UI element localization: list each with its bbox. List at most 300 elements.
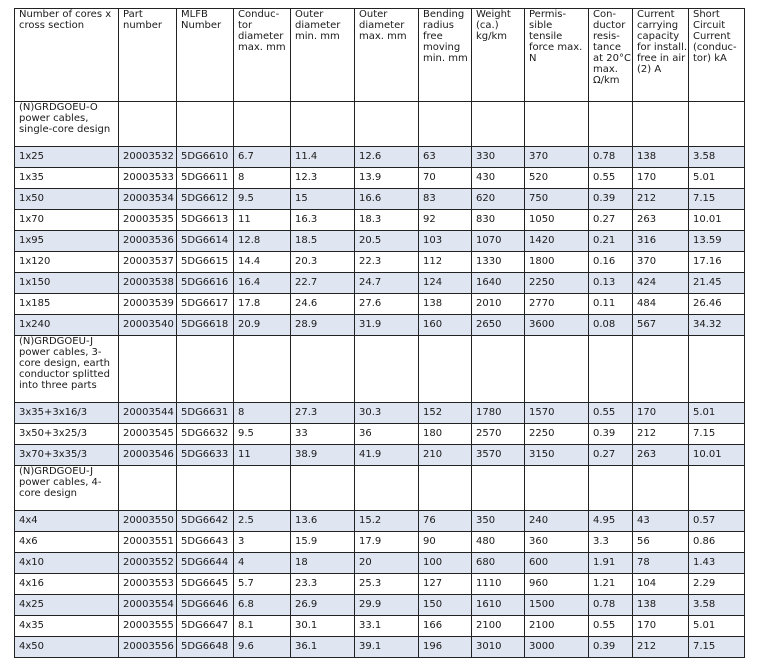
table-cell: 1070 [472,231,525,252]
table-cell: 20003544 [119,403,177,424]
col-outer-diameter-min: Outer diameter min. mm [291,9,355,102]
table-cell: 43 [633,511,689,532]
empty-cell [472,466,525,511]
table-cell: 41.9 [355,445,419,466]
col-conductor-resistance: Con-ductor resis-tance at 20°C max. Ω/km [589,9,633,102]
table-cell: 1x240 [15,315,119,336]
table-cell: 5.01 [689,403,745,424]
table-cell: 750 [525,189,589,210]
table-row [15,424,745,445]
table-cell: 7.15 [689,189,745,210]
table-cell: 3.58 [689,147,745,168]
table-cell: 4x4 [15,511,119,532]
table-row [15,511,745,532]
table-row [15,616,745,637]
table-cell: 2770 [525,294,589,315]
table-cell: 1610 [472,595,525,616]
table-cell: 2250 [525,273,589,294]
table-cell: 1x150 [15,273,119,294]
table-cell: 70 [419,168,472,189]
table-cell: 15 [291,189,355,210]
table-row [15,231,745,252]
table-cell: 104 [633,574,689,595]
empty-cell [525,102,589,147]
table-cell: 20003546 [119,445,177,466]
table-cell: 5DG6631 [177,403,234,424]
table-cell: 170 [633,168,689,189]
empty-cell [291,102,355,147]
table-cell: 0.16 [589,252,633,273]
col-bending-radius: Bending radius free moving min. mm [419,9,472,102]
table-cell: 90 [419,532,472,553]
table-cell: 960 [525,574,589,595]
table-cell: 2650 [472,315,525,336]
table-cell: 263 [633,445,689,466]
table-cell: 124 [419,273,472,294]
table-cell: 20003533 [119,168,177,189]
table-cell: 9.5 [234,424,291,445]
empty-cell [177,336,234,403]
table-cell: 567 [633,315,689,336]
table-cell: 20003551 [119,532,177,553]
empty-cell [689,102,745,147]
table-cell: 1420 [525,231,589,252]
table-cell: 3x70+3x35/3 [15,445,119,466]
table-cell: 16.3 [291,210,355,231]
table-cell: 12.3 [291,168,355,189]
table-cell: 100 [419,553,472,574]
table-cell: 0.39 [589,189,633,210]
table-cell: 2010 [472,294,525,315]
table-cell: 484 [633,294,689,315]
table-cell: 0.39 [589,637,633,658]
table-cell: 0.11 [589,294,633,315]
table-cell: 63 [419,147,472,168]
empty-cell [355,336,419,403]
table-cell: 212 [633,424,689,445]
table-cell: 25.3 [355,574,419,595]
table-cell: 33 [291,424,355,445]
table-cell: 5DG6611 [177,168,234,189]
table-cell: 83 [419,189,472,210]
table-cell: 330 [472,147,525,168]
empty-cell [119,336,177,403]
table-cell: 10.01 [689,210,745,231]
table-cell: 5DG6615 [177,252,234,273]
table-cell: 1x70 [15,210,119,231]
col-cores-cross-section: Number of cores x cross section [15,9,119,102]
col-short-circuit-current: Short Circuit Current (conduc-tor) kA [689,9,745,102]
col-part-number: Part number [119,9,177,102]
table-cell: 0.57 [689,511,745,532]
table-cell: 0.78 [589,595,633,616]
table-cell: 13.9 [355,168,419,189]
table-cell: 15.2 [355,511,419,532]
table-cell: 5DG6643 [177,532,234,553]
table-cell: 2100 [525,616,589,637]
table-cell: 17.9 [355,532,419,553]
empty-cell [177,466,234,511]
table-cell: 360 [525,532,589,553]
table-cell: 430 [472,168,525,189]
table-row [15,637,745,658]
table-cell: 3010 [472,637,525,658]
table-cell: 9.5 [234,189,291,210]
table-cell: 1.91 [589,553,633,574]
table-cell: 20003539 [119,294,177,315]
empty-cell [419,102,472,147]
table-cell: 0.78 [589,147,633,168]
table-cell: 20003555 [119,616,177,637]
table-cell: 1640 [472,273,525,294]
table-cell: 424 [633,273,689,294]
table-cell: 1570 [525,403,589,424]
table-cell: 212 [633,637,689,658]
table-cell: 7.15 [689,637,745,658]
table-cell: 20003540 [119,315,177,336]
table-cell: 21.45 [689,273,745,294]
group-title: (N)GRDGOEU-J power cables, 4-core design [15,466,119,511]
table-cell: 138 [633,595,689,616]
empty-cell [525,466,589,511]
table-cell: 27.3 [291,403,355,424]
table-cell: 5DG6646 [177,595,234,616]
table-cell: 1500 [525,595,589,616]
table-cell: 170 [633,403,689,424]
table-cell: 1x50 [15,189,119,210]
table-cell: 1330 [472,252,525,273]
table-cell: 22.7 [291,273,355,294]
table-cell: 12.8 [234,231,291,252]
table-cell: 370 [633,252,689,273]
table-cell: 4x10 [15,553,119,574]
group-row [15,336,745,403]
table-cell: 78 [633,553,689,574]
table-cell: 112 [419,252,472,273]
table-cell: 1x185 [15,294,119,315]
table-cell: 0.55 [589,403,633,424]
empty-cell [419,336,472,403]
table-cell: 3570 [472,445,525,466]
table-cell: 620 [472,189,525,210]
table-row [15,168,745,189]
table-row [15,445,745,466]
table-cell: 11.4 [291,147,355,168]
table-cell: 4 [234,553,291,574]
table-cell: 20003550 [119,511,177,532]
table-cell: 350 [472,511,525,532]
table-cell: 20003532 [119,147,177,168]
table-cell: 3.58 [689,595,745,616]
table-cell: 30.3 [355,403,419,424]
table-cell: 29.9 [355,595,419,616]
empty-cell [177,102,234,147]
table-cell: 5DG6616 [177,273,234,294]
table-cell: 196 [419,637,472,658]
table-cell: 38.9 [291,445,355,466]
empty-cell [589,466,633,511]
group-title: (N)GRDGOEU-O power cables, single-core design [15,102,119,147]
table-cell: 20003535 [119,210,177,231]
table-cell: 9.6 [234,637,291,658]
table-cell: 20003545 [119,424,177,445]
table-cell: 20003536 [119,231,177,252]
col-current-capacity: Current carrying capacity for install. free in air (2) A [633,9,689,102]
col-mlfb-number: MLFB Number [177,9,234,102]
table-cell: 8 [234,168,291,189]
table-cell: 13.59 [689,231,745,252]
table-cell: 160 [419,315,472,336]
table-cell: 27.6 [355,294,419,315]
table-cell: 22.3 [355,252,419,273]
table-cell: 830 [472,210,525,231]
empty-cell [525,336,589,403]
table-cell: 5DG6648 [177,637,234,658]
col-outer-diameter-max: Outer diameter max. mm [355,9,419,102]
table-cell: 5DG6647 [177,616,234,637]
table-cell: 3x35+3x16/3 [15,403,119,424]
empty-cell [472,336,525,403]
empty-cell [355,466,419,511]
empty-cell [472,102,525,147]
table-row [15,574,745,595]
table-cell: 16.4 [234,273,291,294]
col-tensile-force: Permis-sible tensile force max. N [525,9,589,102]
table-cell: 24.7 [355,273,419,294]
table-cell: 520 [525,168,589,189]
table-cell: 4x25 [15,595,119,616]
table-cell: 16.6 [355,189,419,210]
table-cell: 170 [633,616,689,637]
table-cell: 1x35 [15,168,119,189]
empty-cell [689,466,745,511]
empty-cell [419,466,472,511]
table-cell: 3 [234,532,291,553]
table-cell: 15.9 [291,532,355,553]
table-cell: 23.3 [291,574,355,595]
table-row [15,252,745,273]
table-cell: 240 [525,511,589,532]
col-conductor-diameter: Conduc-tor diameter max. mm [234,9,291,102]
table-cell: 0.21 [589,231,633,252]
table-cell: 316 [633,231,689,252]
table-row [15,189,745,210]
table-cell: 26.46 [689,294,745,315]
table-cell: 0.55 [589,616,633,637]
table-cell: 31.9 [355,315,419,336]
table-row [15,294,745,315]
table-cell: 1.21 [589,574,633,595]
table-cell: 150 [419,595,472,616]
table-cell: 26.9 [291,595,355,616]
empty-cell [119,102,177,147]
table-cell: 12.6 [355,147,419,168]
empty-cell [589,102,633,147]
table-cell: 18.3 [355,210,419,231]
table-cell: 1780 [472,403,525,424]
table-cell: 5DG6613 [177,210,234,231]
table-cell: 92 [419,210,472,231]
table-cell: 2.29 [689,574,745,595]
table-cell: 1050 [525,210,589,231]
table-cell: 0.27 [589,445,633,466]
cable-spec-table [14,8,745,658]
table-cell: 36 [355,424,419,445]
table-cell: 24.6 [291,294,355,315]
empty-cell [689,336,745,403]
table-cell: 20.5 [355,231,419,252]
table-cell: 1x25 [15,147,119,168]
empty-cell [234,102,291,147]
table-cell: 20003552 [119,553,177,574]
table-cell: 138 [419,294,472,315]
table-cell: 8.1 [234,616,291,637]
table-cell: 17.8 [234,294,291,315]
table-cell: 0.27 [589,210,633,231]
empty-cell [633,336,689,403]
table-row [15,553,745,574]
table-cell: 2100 [472,616,525,637]
empty-cell [291,336,355,403]
table-cell: 680 [472,553,525,574]
table-cell: 2570 [472,424,525,445]
table-cell: 5DG6645 [177,574,234,595]
table-cell: 20.3 [291,252,355,273]
group-row [15,466,745,511]
table-body [15,102,745,658]
table-cell: 0.55 [589,168,633,189]
table-row [15,403,745,424]
table-cell: 2.5 [234,511,291,532]
table-cell: 4x6 [15,532,119,553]
empty-cell [633,466,689,511]
table-row [15,532,745,553]
table-cell: 3000 [525,637,589,658]
table-cell: 5DG6618 [177,315,234,336]
table-cell: 33.1 [355,616,419,637]
table-row [15,273,745,294]
table-cell: 103 [419,231,472,252]
table-cell: 3150 [525,445,589,466]
table-cell: 180 [419,424,472,445]
empty-cell [589,336,633,403]
table-cell: 4x35 [15,616,119,637]
table-row [15,595,745,616]
table-cell: 14.4 [234,252,291,273]
table-cell: 20003554 [119,595,177,616]
table-cell: 5.01 [689,616,745,637]
table-cell: 20003534 [119,189,177,210]
table-cell: 5.7 [234,574,291,595]
table-cell: 13.6 [291,511,355,532]
table-cell: 0.13 [589,273,633,294]
group-title: (N)GRDGOEU-J power cables, 3-core design, earth conductor splitted into three parts [15,336,119,403]
table-row [15,315,745,336]
table-cell: 263 [633,210,689,231]
table-cell: 1.43 [689,553,745,574]
table-cell: 18.5 [291,231,355,252]
table-cell: 20003538 [119,273,177,294]
empty-cell [234,466,291,511]
table-cell: 0.39 [589,424,633,445]
table-cell: 166 [419,616,472,637]
table-cell: 3x50+3x25/3 [15,424,119,445]
table-cell: 5DG6632 [177,424,234,445]
table-cell: 6.8 [234,595,291,616]
table-cell: 5DG6610 [177,147,234,168]
table-cell: 20 [355,553,419,574]
table-row [15,147,745,168]
table-cell: 1800 [525,252,589,273]
table-cell: 10.01 [689,445,745,466]
table-cell: 4x16 [15,574,119,595]
table-cell: 20003553 [119,574,177,595]
table-cell: 5DG6612 [177,189,234,210]
table-cell: 39.1 [355,637,419,658]
table-cell: 20.9 [234,315,291,336]
table-cell: 20003537 [119,252,177,273]
table-cell: 36.1 [291,637,355,658]
table-cell: 5DG6642 [177,511,234,532]
table-cell: 5DG6614 [177,231,234,252]
table-cell: 4x50 [15,637,119,658]
table-cell: 17.16 [689,252,745,273]
header-row [15,9,745,102]
empty-cell [291,466,355,511]
group-row [15,102,745,147]
table-cell: 370 [525,147,589,168]
table-cell: 18 [291,553,355,574]
table-cell: 127 [419,574,472,595]
table-cell: 210 [419,445,472,466]
table-cell: 1110 [472,574,525,595]
empty-cell [633,102,689,147]
table-cell: 8 [234,403,291,424]
table-cell: 0.08 [589,315,633,336]
table-cell: 212 [633,189,689,210]
table-cell: 3600 [525,315,589,336]
table-cell: 6.7 [234,147,291,168]
table-cell: 5DG6633 [177,445,234,466]
table-cell: 76 [419,511,472,532]
table-cell: 28.9 [291,315,355,336]
table-cell: 20003556 [119,637,177,658]
table-cell: 600 [525,553,589,574]
table-cell: 30.1 [291,616,355,637]
table-cell: 56 [633,532,689,553]
table-cell: 152 [419,403,472,424]
col-weight: Weight (ca.) kg/km [472,9,525,102]
table-cell: 480 [472,532,525,553]
table-cell: 5DG6644 [177,553,234,574]
empty-cell [355,102,419,147]
table-cell: 2250 [525,424,589,445]
table-cell: 11 [234,445,291,466]
empty-cell [234,336,291,403]
table-cell: 4.95 [589,511,633,532]
table-cell: 34.32 [689,315,745,336]
table-cell: 138 [633,147,689,168]
table-cell: 7.15 [689,424,745,445]
table-cell: 1x95 [15,231,119,252]
table-cell: 5DG6617 [177,294,234,315]
table-row [15,210,745,231]
table-cell: 1x120 [15,252,119,273]
empty-cell [119,466,177,511]
table-cell: 0.86 [689,532,745,553]
table-cell: 3.3 [589,532,633,553]
table-cell: 11 [234,210,291,231]
